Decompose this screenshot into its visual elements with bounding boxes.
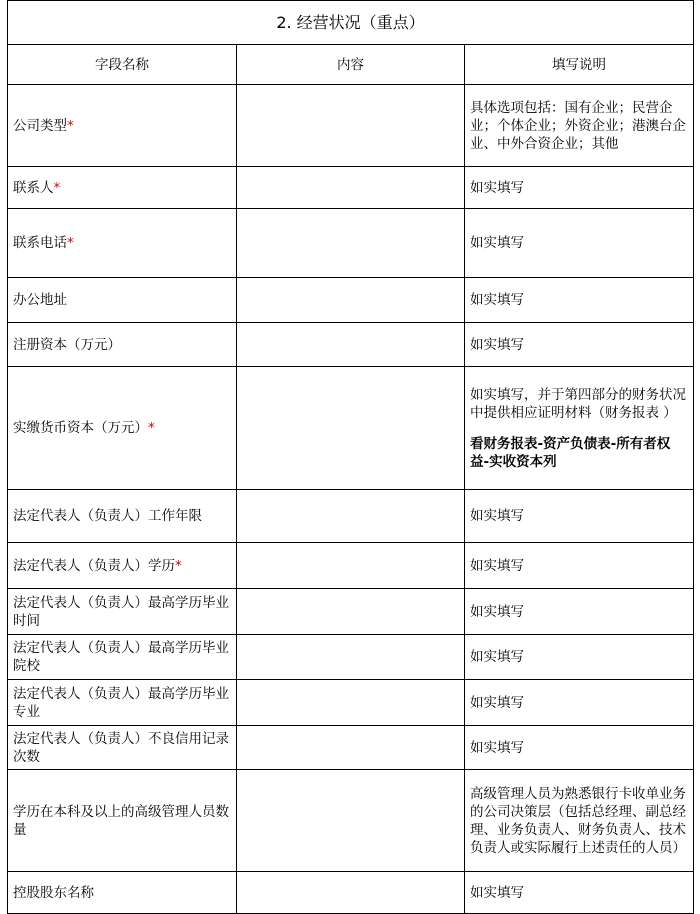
field-name-cell: [8, 209, 237, 278]
section-title: 2. 经营状况（重点）: [8, 1, 694, 45]
field-name-cell: [8, 680, 237, 726]
note-cell: 如实填写: [465, 589, 694, 635]
field-name-cell: [8, 278, 237, 323]
field-name-cell: [8, 770, 237, 872]
table-row: [8, 770, 694, 872]
content-input-cell[interactable]: [237, 278, 465, 323]
business-status-table: [7, 0, 694, 914]
note-cell: 如实填写: [465, 872, 694, 914]
table-row: [8, 726, 694, 770]
header-field-name: 字段名称: [8, 45, 237, 85]
title-row: [8, 1, 694, 45]
required-mark: *: [175, 557, 182, 574]
field-label: 法定代表人（负责人）学历: [13, 557, 175, 574]
field-label: 控股股东名称: [13, 884, 94, 901]
note-cell: 具体选项包括：国有企业；民营企业；个体企业；外资企业；港澳台企业、中外合资企业；其他: [465, 85, 694, 167]
field-label: 法定代表人（负责人）工作年限: [13, 508, 202, 524]
field-label: 实缴货币资本（万元）: [13, 420, 148, 436]
note-cell: [465, 367, 694, 490]
field-label: 学历在本科及以上的高级管理人员数量: [13, 803, 229, 838]
table-row: [8, 85, 694, 167]
note-cell: 如实填写: [465, 490, 694, 543]
field-name-cell: [8, 490, 237, 543]
content-input-cell[interactable]: [237, 490, 465, 543]
content-input-cell[interactable]: [237, 770, 465, 872]
field-name-cell: [8, 635, 237, 680]
field-name-cell: [8, 589, 237, 635]
content-input-cell[interactable]: [237, 872, 465, 914]
field-name-cell: [8, 167, 237, 209]
required-mark: *: [67, 235, 74, 251]
content-input-cell[interactable]: [237, 635, 465, 680]
field-name-cell: [8, 726, 237, 770]
table-row: [8, 680, 694, 726]
content-input-cell[interactable]: [237, 209, 465, 278]
note-text: 如实填写，并于第四部分的财务状况中提供相应证明材料（财务报表 ）: [470, 386, 686, 421]
required-mark: *: [148, 420, 155, 436]
field-label: 办公地址: [13, 292, 67, 308]
table-row: [8, 589, 694, 635]
note-cell: 如实填写: [465, 323, 694, 367]
field-name-cell: [8, 323, 237, 367]
note-cell: 如实填写: [465, 209, 694, 278]
note-cell: 如实填写: [465, 680, 694, 726]
field-name-cell: [8, 543, 237, 589]
content-input-cell[interactable]: [237, 367, 465, 490]
table-row: [8, 278, 694, 323]
content-input-cell[interactable]: [237, 167, 465, 209]
note-cell: 如实填写: [465, 635, 694, 680]
table-row: [8, 543, 694, 589]
field-label: 法定代表人（负责人）最高学历毕业专业: [13, 685, 229, 720]
content-input-cell[interactable]: [237, 85, 465, 167]
field-label: 联系电话: [13, 235, 67, 251]
field-label: 法定代表人（负责人）最高学历毕业院校: [13, 640, 229, 674]
note-spacer: [470, 422, 688, 435]
table-row: [8, 323, 694, 367]
field-name-cell: [8, 85, 237, 167]
required-mark: *: [67, 117, 74, 134]
table-row: [8, 167, 694, 209]
field-name-cell: [8, 367, 237, 490]
content-input-cell[interactable]: [237, 680, 465, 726]
header-row: [8, 45, 694, 85]
content-input-cell[interactable]: [237, 726, 465, 770]
header-content: 内容: [237, 45, 465, 85]
note-emphasis: 看财务报表-资产负债表-所有者权益-实收资本列: [470, 435, 671, 470]
header-instructions: 填写说明: [465, 45, 694, 85]
table-row: [8, 635, 694, 680]
field-name-cell: [8, 872, 237, 914]
field-label: 法定代表人（负责人）不良信用记录次数: [13, 730, 229, 765]
note-cell: 如实填写: [465, 278, 694, 323]
table-row: [8, 209, 694, 278]
field-label: 公司类型: [13, 117, 67, 134]
required-mark: *: [53, 179, 61, 196]
content-input-cell[interactable]: [237, 323, 465, 367]
note-cell: 如实填写: [465, 543, 694, 589]
table-row: [8, 872, 694, 914]
table-row: [8, 367, 694, 490]
content-input-cell[interactable]: [237, 543, 465, 589]
content-input-cell[interactable]: [237, 589, 465, 635]
table-row: [8, 490, 694, 543]
field-label: 联系人: [13, 179, 54, 196]
field-label: 注册资本（万元）: [13, 336, 121, 353]
note-cell: 如实填写: [465, 167, 694, 209]
note-cell: 高级管理人员为熟悉银行卡收单业务的公司决策层（包括总经理、副总经理、业务负责人、财务负责人、技术负责人或实际履行上述责任的人员）: [465, 770, 694, 872]
note-cell: 如实填写: [465, 726, 694, 770]
field-label: 法定代表人（负责人）最高学历毕业时间: [13, 594, 229, 629]
